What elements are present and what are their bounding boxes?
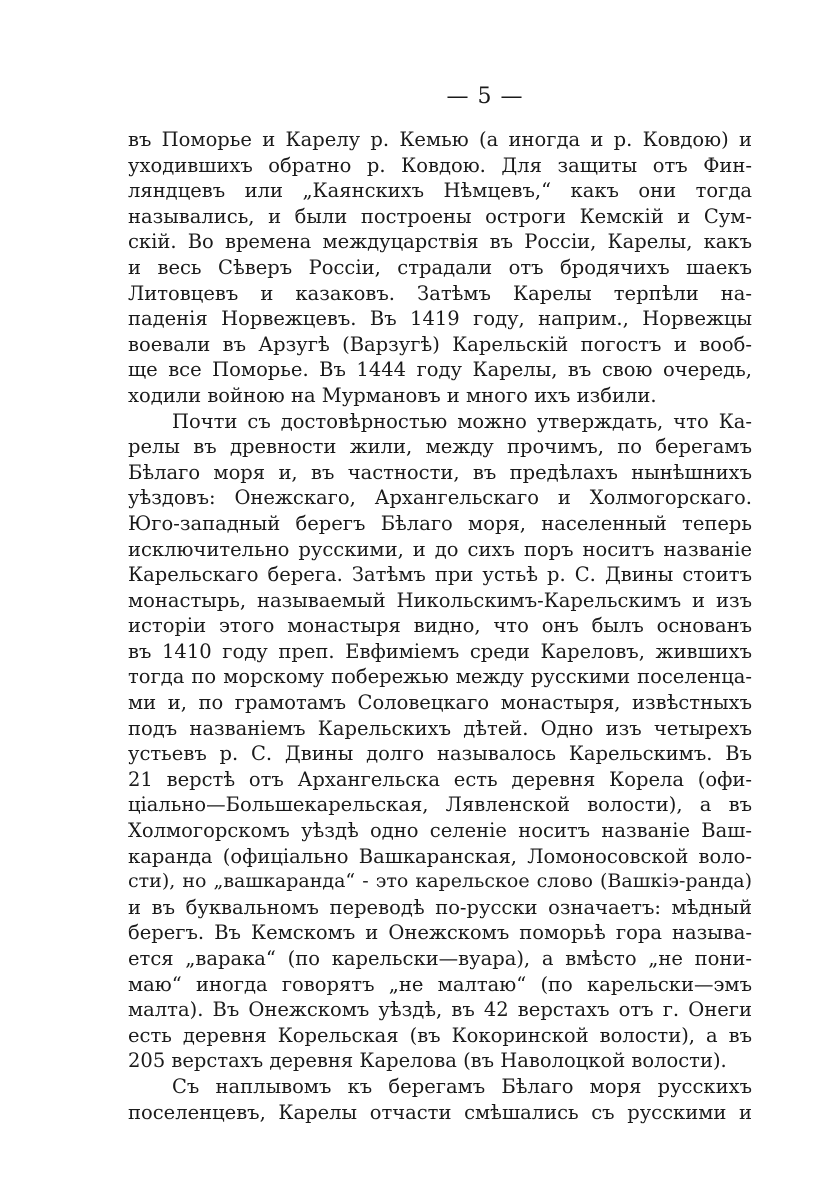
text-line: Юго-западный берегъ Бѣлаго моря, населенный теперь bbox=[128, 511, 752, 535]
text-line: исключительно русскими, и до сихъ поръ носитъ названіе bbox=[128, 537, 752, 561]
text-line: ходили войною на Мурмановъ и много ихъ избили. bbox=[128, 383, 657, 407]
text-line: Съ наплывомъ къ берегамъ Бѣлаго моря русскихъ bbox=[172, 1074, 752, 1098]
text-line: ляндцевъ или „Каянскихъ Нѣмцевъ,“ какъ они тогда bbox=[128, 179, 752, 203]
text-line: ще все Поморье. Въ 1444 году Карелы, въ свою очередь, bbox=[128, 358, 752, 382]
text-line: паденія Норвежцевъ. Въ 1419 году, наприм., Норвежцы bbox=[128, 307, 752, 331]
text-line: берегъ. Въ Кемскомъ и Онежскомъ поморьѣ гора называ- bbox=[128, 921, 752, 945]
text-line: уѣздовъ: Онежскаго, Архангельскаго и Холмогорскаго. bbox=[128, 486, 752, 510]
text-line: малта). Въ Онежскомъ уѣздѣ, въ 42 верстахъ отъ г. Онеги bbox=[128, 998, 752, 1022]
text-line: исторіи этого монастыря видно, что онъ былъ основанъ bbox=[128, 614, 752, 638]
text-line: назывались, и были построены остроги Кемскій и Сум- bbox=[128, 204, 752, 228]
text-line: и весь Сѣверъ Россіи, страдали отъ бродячихъ шаекъ bbox=[128, 255, 752, 279]
text-line: 205 верстахъ деревня Карелова (въ Наволоцкой волости). bbox=[128, 1049, 727, 1073]
text-line: Литовцевъ и казаковъ. Затѣмъ Карелы терпѣли на- bbox=[128, 281, 752, 305]
text-line: Холмогорскомъ уѣздѣ одно селеніе носитъ названіе Ваш- bbox=[128, 819, 752, 843]
paragraph bbox=[128, 409, 752, 1074]
text-line: монастырь, называемый Никольскимъ-Карельскимъ и изъ bbox=[128, 588, 752, 612]
text-line: поселенцевъ, Карелы отчасти смѣшались съ русскими и bbox=[128, 1100, 752, 1124]
text-line: въ 1410 году преп. Евфиміемъ среди Кареловъ, жившихъ bbox=[128, 639, 752, 663]
page-number: — 5 — bbox=[446, 84, 524, 109]
text-line: и въ буквальномъ переводѣ по-русски означаетъ: мѣдный bbox=[128, 895, 752, 919]
text-line: маю“ иногда говорятъ „не малтаю“ (по карельски—эмъ bbox=[128, 972, 752, 996]
text-line: устьевъ р. С. Двины долго называлось Карельскимъ. Въ bbox=[128, 742, 752, 766]
body-text bbox=[128, 127, 752, 1125]
text-line: тогда по морскому побережью между русскими поселенца- bbox=[128, 665, 752, 689]
paragraph bbox=[128, 127, 752, 409]
text-line: подъ названіемъ Карельскихъ дѣтей. Одно изъ четырехъ bbox=[128, 716, 752, 740]
text-line: ціально—Большекарельская, Лявленской волости), а въ bbox=[128, 793, 752, 817]
text-line: уходившихъ обратно р. Ковдою. Для защиты отъ Фин- bbox=[128, 153, 752, 177]
text-line: Карельскаго берега. Затѣмъ при устьѣ р. С. Двины стоитъ bbox=[128, 563, 752, 587]
text-line: каранда (офиціально Вашкаранская, Ломоносовской воло- bbox=[128, 844, 752, 868]
text-line: релы въ древности жили, между прочимъ, по берегамъ bbox=[128, 435, 752, 459]
paragraph bbox=[128, 1074, 752, 1125]
text-line: 21 верстѣ отъ Архангельска есть деревня Корела (офи- bbox=[128, 767, 752, 791]
text-line: ми и, по грамотамъ Соловецкаго монастыря, извѣстныхъ bbox=[128, 691, 752, 715]
text-line: скій. Во времена междуцарствія въ Россіи, Карелы, какъ bbox=[128, 230, 752, 254]
text-line: есть деревня Корельская (въ Кокоринской волости), а въ bbox=[128, 1023, 752, 1047]
text-line: воевали въ Арзугѣ (Варзугѣ) Карельскій погостъ и вооб- bbox=[128, 332, 752, 356]
text-line: въ Поморье и Карелу р. Кемью (а иногда и р. Ковдою) и bbox=[128, 128, 752, 151]
text-line: ется „варака“ (по карельски—вуара), а вмѣсто „не пони- bbox=[128, 947, 752, 970]
text-line: Бѣлаго моря и, въ частности, въ предѣлахъ нынѣшнихъ bbox=[128, 460, 752, 484]
text-line: сти), но „вашкаранда“ - это карельское слово (Вашкіэ-ранда) bbox=[128, 870, 752, 893]
text-line: Почти съ достовѣрностью можно утверждать, что Ка- bbox=[172, 409, 752, 433]
